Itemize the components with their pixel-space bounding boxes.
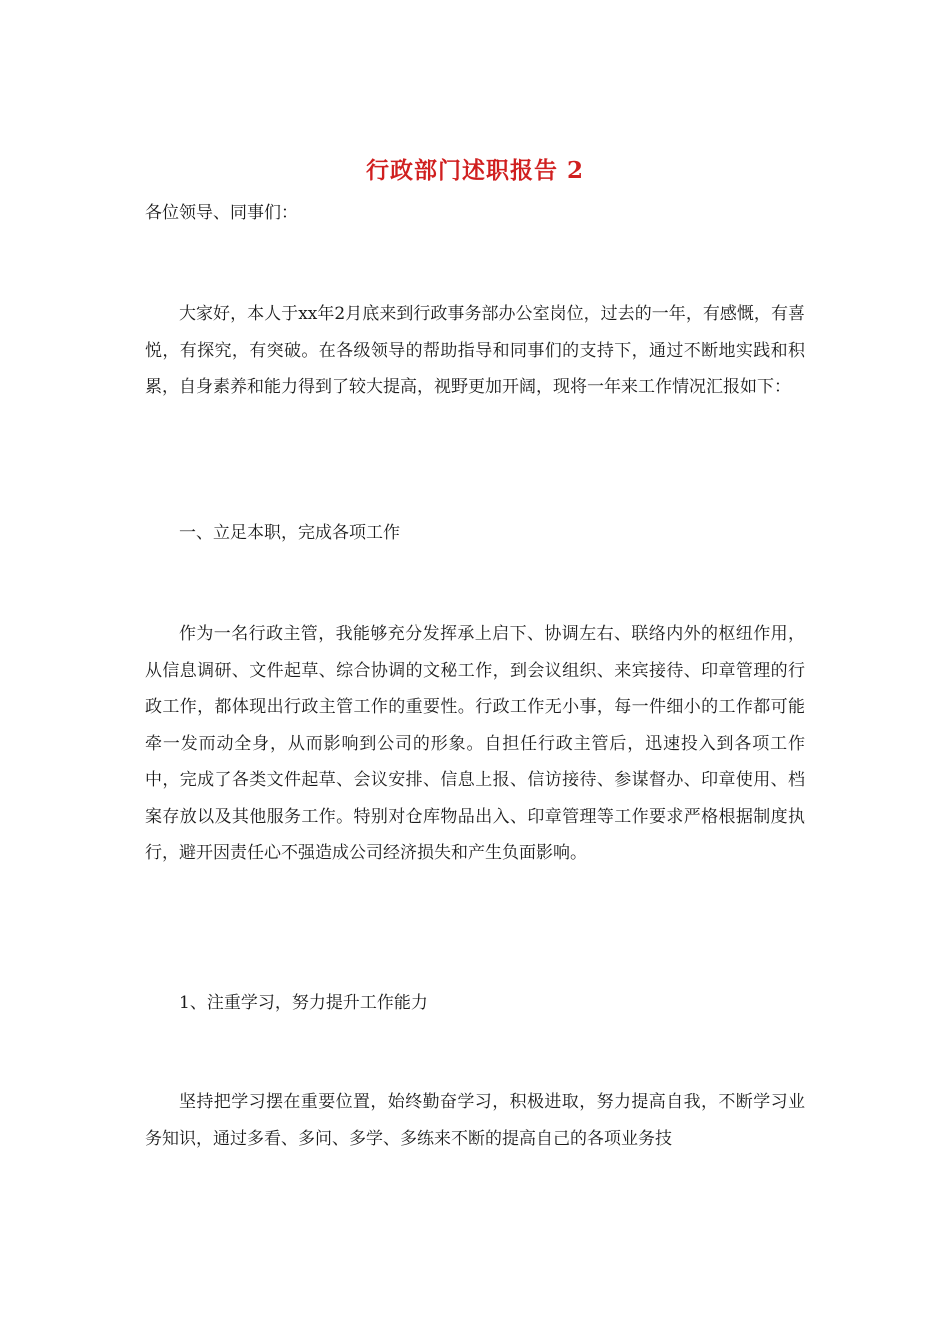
section-1-paragraph: 作为一名行政主管，我能够充分发挥承上启下、协调左右、联络内外的枢纽作用，从信息调研、文件起草、综合协调的文秘工作，到会议组织、来宾接待、印章管理的行政工作，都体现出行政主管工作的重要性。行政工作无小事，每一件细小的工作都可能牵一发而动全身，从而影响到公司的形象。自担任行政主管后，迅速投入到各项工作中，完成了各类文件起草、会议安排、信息上报、信访接待、参谋督办、印章使用、档案存放以及其他服务工作。特别对仓库物品出入、印章管理等工作要求严格根据制度执行，避开因责任心不强造成公司经济损失和产生负面影响。: [145, 624, 805, 863]
subsection-1-heading: 1、注重学习，努力提升工作能力: [179, 993, 428, 1013]
intro-paragraph: 大家好，本人于xx年2月底来到行政事务部办公室岗位，过去的一年，有感慨，有喜悦，有探究，有突破。在各级领导的帮助指导和同事们的支持下，通过不断地实践和积累，自身素养和能力得到了较大提高，视野更加开阔，现将一年来工作情况汇报如下：: [145, 304, 805, 397]
subsection-1-paragraph: 坚持把学习摆在重要位置，始终勤奋学习，积极进取，努力提高自我，不断学习业务知识，通过多看、多问、多学、多练来不断的提高自己的各项业务技: [145, 1092, 805, 1149]
section-1-heading: 一、立足本职，完成各项工作: [179, 523, 400, 543]
salutation: 各位领导、同事们：: [145, 203, 298, 223]
document-title: 行政部门述职报告 2: [365, 157, 584, 184]
